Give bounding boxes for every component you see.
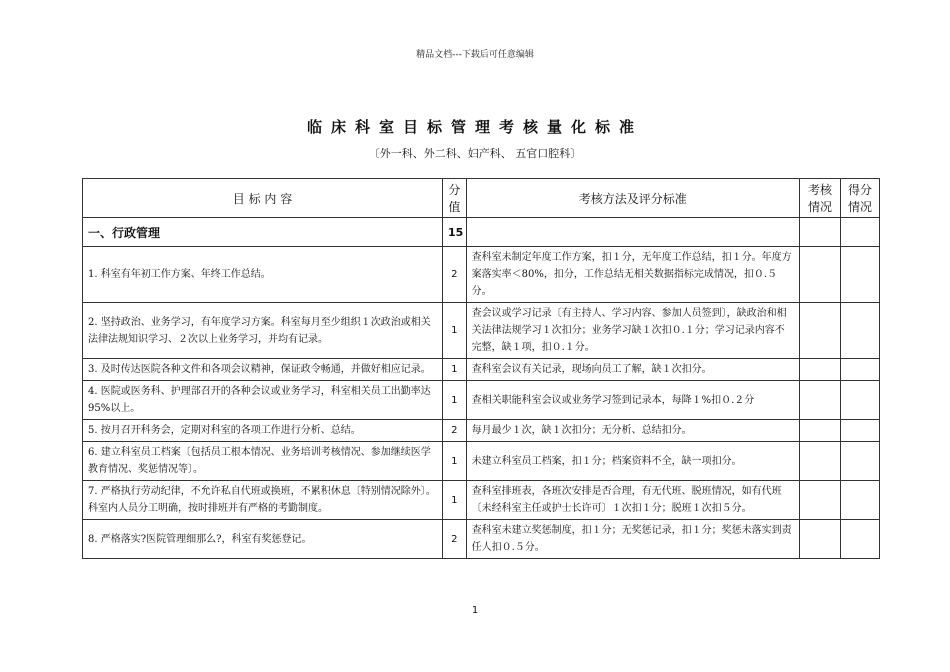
table-row (83, 442, 880, 481)
row-check (799, 481, 840, 520)
row-goal: 4. 医院或医务科、护理部召开的各种会议或业务学习，科室相关员工出勤率达 95%以上。 (83, 381, 443, 420)
row-method: 查科室排班表，各班次安排是否合理，有无代班、脱班情况，如有代班〔未经科室主任或护士长许可〕１次扣１分；脱班１次扣５分。 (466, 481, 799, 520)
table-row (83, 359, 880, 381)
section-label: 一、行政管理 (83, 218, 443, 247)
row-score: 1 (443, 381, 467, 420)
header-method: 考核方法及评分标准 (466, 179, 799, 218)
section-get-cell (840, 218, 879, 247)
row-get (840, 420, 879, 442)
table-row (83, 381, 880, 420)
row-goal: 5. 按月召开科务会，定期对科室的各项工作进行分析、总结。 (83, 420, 443, 442)
row-score: 1 (443, 303, 467, 359)
table-row (83, 520, 880, 559)
row-check (799, 359, 840, 381)
table-row (83, 247, 880, 303)
row-get (840, 359, 879, 381)
section-row (83, 218, 880, 247)
page-number: 1 (471, 605, 479, 616)
header-get: 得分情况 (840, 179, 879, 218)
row-score: 1 (443, 359, 467, 381)
row-goal: 8. 严格落实?医院管理细那么?，科室有奖惩登记。 (83, 520, 443, 559)
row-score: 1 (443, 442, 467, 481)
row-get (840, 520, 879, 559)
assessment-table (82, 178, 880, 559)
header-score: 分值 (443, 179, 467, 218)
header-goal: 目 标 内 容 (83, 179, 443, 218)
row-method: 查科室未制定年度工作方案，扣１分，无年度工作总结，扣１分。年度方案落实率＜80%，扣分，工作总结无相关数据指标完成情况，扣０.５分。 (466, 247, 799, 303)
row-get (840, 442, 879, 481)
row-score: 2 (443, 520, 467, 559)
row-goal: 2. 坚持政治、业务学习，有年度学习方案。科室每月至少组织１次政治或相关法律法规知识学习、２次以上业务学习，并均有记录。 (83, 303, 443, 359)
table-row (83, 303, 880, 359)
document-subtitle: 〔外一科、外二科、妇产科、 五官口腔科〕 (368, 147, 582, 160)
row-get (840, 247, 879, 303)
row-get (840, 481, 879, 520)
row-goal: 6. 建立科室员工档案〔包括员工根本情况、业务培训考核情况、参加继续医学教育情况、奖惩情况等〕。 (83, 442, 443, 481)
row-check (799, 442, 840, 481)
row-check (799, 520, 840, 559)
row-check (799, 381, 840, 420)
section-score: 15 (443, 218, 467, 247)
row-method: 查科室会议有关记录，现场向员工了解，缺１次扣分。 (466, 359, 799, 381)
row-get (840, 303, 879, 359)
row-method: 查会议或学习记录〔有主持人、学习内容、参加人员签到〕，缺政治和相关法律法规学习１次扣分；业务学习缺１次扣０.１分；学习记录内容不完整，缺１项，扣０.１分。 (466, 303, 799, 359)
table-header-row (83, 179, 880, 218)
row-check (799, 420, 840, 442)
section-check-cell (799, 218, 840, 247)
row-goal: 3. 及时传达医院各种文件和各项会议精神，保证政令畅通，并做好相应记录。 (83, 359, 443, 381)
row-get (840, 381, 879, 420)
row-method: 未建立科室员工档案，扣１分；档案资料不全，缺一项扣分。 (466, 442, 799, 481)
row-goal: 7. 严格执行劳动纪律，不允许私自代班或换班，不累积休息〔特别情况除外〕。科室内人员分工明确，按时排班并有严格的考勤制度。 (83, 481, 443, 520)
row-method: 查相关职能科室会议或业务学习签到记录本，每降１%扣０.２分 (466, 381, 799, 420)
row-method: 每月最少１次，缺１次扣分；无分析、总结扣分。 (466, 420, 799, 442)
row-score: 1 (443, 481, 467, 520)
row-check (799, 247, 840, 303)
table-row (83, 420, 880, 442)
row-check (799, 303, 840, 359)
row-goal: 1. 科室有年初工作方案、年终工作总结。 (83, 247, 443, 303)
document-title: 临床科室目标管理考核量化标准 (306, 118, 643, 136)
header-note: 精品文档---下载后可任意编辑 (416, 50, 534, 60)
table-row (83, 481, 880, 520)
header-check: 考核情况 (799, 179, 840, 218)
row-score: 2 (443, 247, 467, 303)
row-method: 查科室未建立奖惩制度，扣１分；无奖惩记录，扣１分；奖惩未落实到责任人扣０.５分。 (466, 520, 799, 559)
row-score: 2 (443, 420, 467, 442)
section-method-cell (466, 218, 799, 247)
